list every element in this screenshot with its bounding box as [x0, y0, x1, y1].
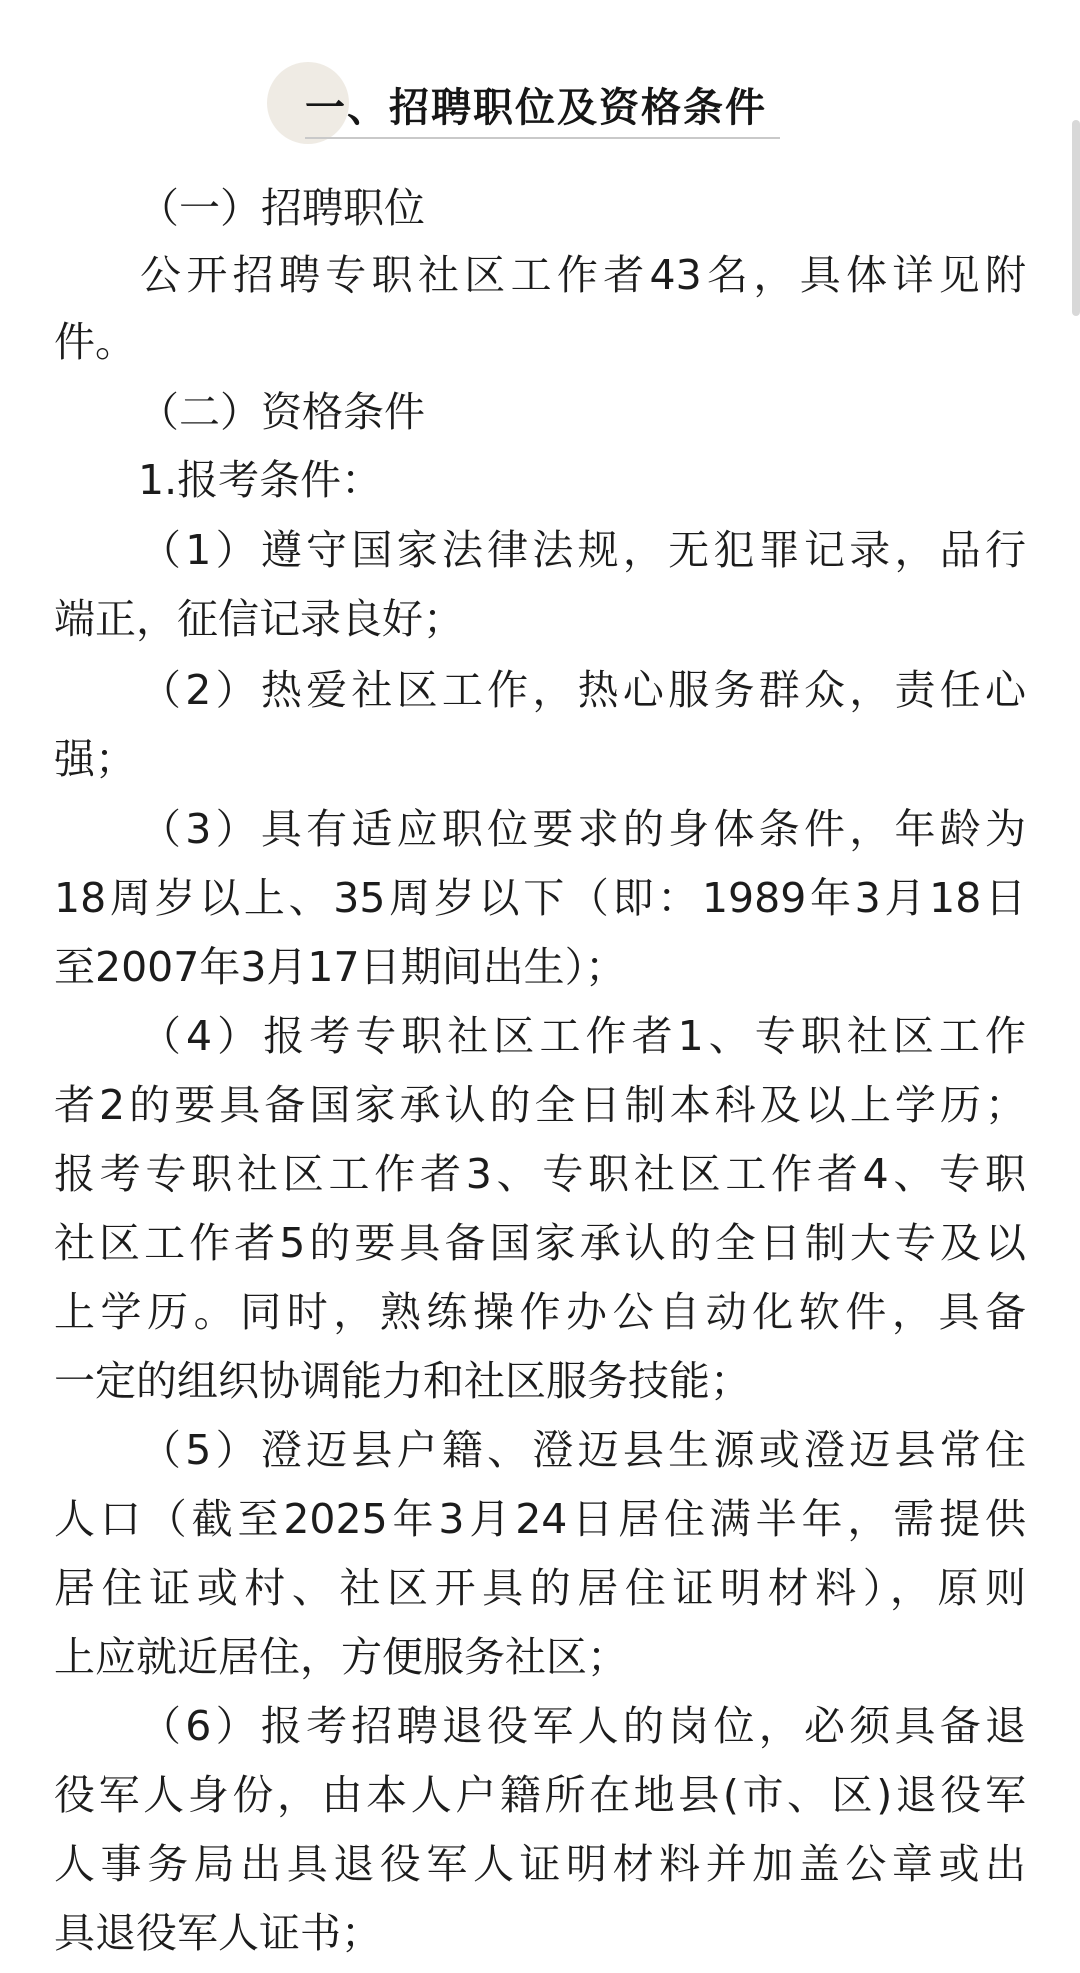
paragraph-line: 18周岁以上、35周岁以下（即：1989年3月18日: [54, 874, 1026, 922]
paragraph-line: 端正，征信记录良好；: [54, 595, 464, 643]
paragraph-line: 者2的要具备国家承认的全日制本科及以上学历；: [54, 1081, 1026, 1129]
paragraph-line: 役军人身份，由本人户籍所在地县(市、区)退役军: [54, 1771, 1026, 1819]
paragraph-line: 至2007年3月17日期间出生）；: [54, 943, 627, 991]
paragraph-line: 上应就近居住，方便服务社区；: [54, 1633, 628, 1681]
subheading-positions: （一）招聘职位: [138, 184, 425, 232]
paragraph-line: 上学历。同时，熟练操作办公自动化软件，具备: [54, 1288, 1026, 1336]
subheading-requirements: 1.报考条件：: [138, 456, 383, 504]
section-title: 一、招聘职位及资格条件: [305, 85, 767, 131]
paragraph-line: 居住证或村、社区开具的居住证明材料），原则: [54, 1564, 1026, 1612]
paragraph-line: （6）报考招聘退役军人的岗位，必须具备退: [140, 1702, 1026, 1750]
paragraph-line: 件。: [54, 318, 136, 366]
paragraph-line: 公开招聘专职社区工作者43名，具体详见附: [140, 251, 1026, 299]
paragraph-line: 人事务局出具退役军人证明材料并加盖公章或出: [54, 1840, 1026, 1888]
paragraph-line: 人口（截至2025年3月24日居住满半年，需提供: [54, 1495, 1026, 1543]
subheading-qualifications: （二）资格条件: [138, 388, 425, 436]
paragraph-line: 一定的组织协调能力和社区服务技能；: [54, 1357, 751, 1405]
paragraph-line: （2）热爱社区工作，热心服务群众，责任心: [140, 666, 1026, 714]
heading-underline: [305, 137, 780, 139]
paragraph-line: （4）报考专职社区工作者1、专职社区工作: [140, 1012, 1026, 1060]
paragraph-line: （1）遵守国家法律法规，无犯罪记录，品行: [140, 526, 1026, 574]
paragraph-line: （3）具有适应职位要求的身体条件，年龄为: [140, 805, 1026, 853]
paragraph-line: 报考专职社区工作者3、专职社区工作者4、专职: [54, 1150, 1026, 1198]
scrollbar[interactable]: [1072, 120, 1080, 316]
paragraph-line: 社区工作者5的要具备国家承认的全日制大专及以: [54, 1219, 1026, 1267]
section-heading: [265, 62, 815, 144]
paragraph-line: 具退役军人证书；: [54, 1909, 382, 1957]
paragraph-line: （5）澄迈县户籍、澄迈县生源或澄迈县常住: [140, 1426, 1026, 1474]
paragraph-line: 强；: [54, 735, 136, 783]
